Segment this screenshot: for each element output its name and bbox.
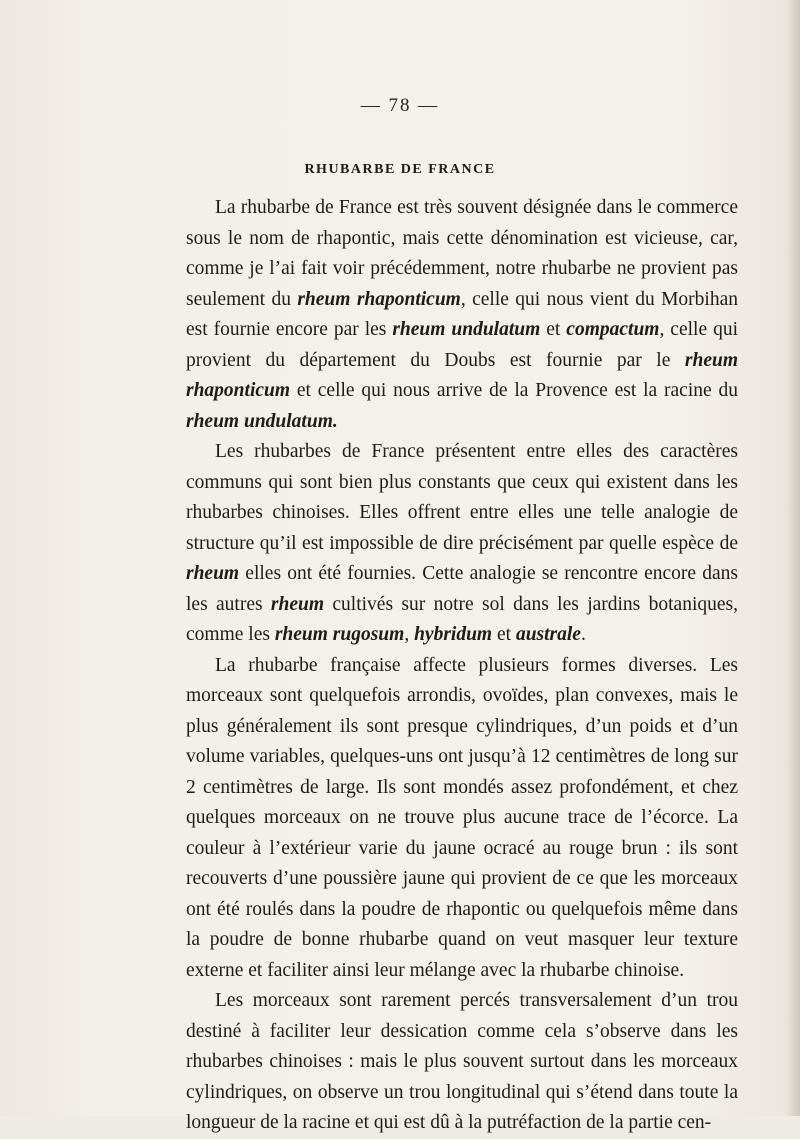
text-run: , <box>404 624 415 645</box>
italic-term: rheum undulatum <box>392 319 541 340</box>
text-run: La rhubarbe de France est très souvent désignée dans le commerce sous le nom de rhapontic, mais cette dénomination est vicieuse, car, comme je l’ai fait voir précédemment, notre rhubarbe ne provient pas seulement du <box>186 197 738 310</box>
text-run: , celle qui nous vient du Morbihan est fournie encore par les <box>186 288 738 340</box>
section-heading: RHUBARBE DE FRANCE <box>304 162 496 177</box>
paragraph <box>186 437 738 651</box>
text-run: Les rhubarbes de France présentent entre elles des caractères communs qui sont bien plus constants que ceux qui existent dans les rhubarbes chinoises. Elles offrent entre elles une telle analogie de structure qu’il est impossible de dire précisément par quelle espèce de <box>186 441 738 554</box>
italic-term: rheum rhaponticum <box>186 349 738 401</box>
italic-term: hybridum <box>414 624 493 645</box>
text-run: et <box>540 319 567 340</box>
text-run: . <box>580 624 586 645</box>
italic-term: compactum <box>566 319 660 340</box>
text-run: La rhubarbe française affecte plusieurs formes diverses. Les morceaux sont quelquefois arrondis, ovoïdes, plan convexes, mais le plus généralement ils sont presque cylindriques, d’un poids et d’un volume variables, quelques-uns ont jusqu’à 12 centimètres de long sur 2 centimètres de large. Ils sont mondés assez profondément, et chez quelques morceaux on ne trouve plus aucune trace de l’écorce. La couleur à l’extérieur varie du jaune ocracé au rouge brun : ils sont recouverts d’une poussière jaune qui provient de ce que les morceaux ont été roulés dans la poudre de rhapontic ou quelquefois même dans la poudre de bonne rhubarbe quand on veut masquer leur texture externe et faciliter ainsi leur mélange avec la rhubarbe chinoise. <box>186 654 738 981</box>
text-run: Les morceaux sont rarement percés transversalement d’un trou destiné à faciliter leur dessication comme cela s’observe dans les rhubarbes chinoises : mais le plus souvent surtout dans les morceaux cylindriques, on observe un trou longitudinal qui s’étend dans toute la longueur de la racine et qui est dû à la putréfaction de la partie cen- <box>186 990 738 1133</box>
italic-term: rheum rhaponticum <box>297 288 461 310</box>
italic-term: rheum <box>270 593 325 615</box>
text-run: et <box>492 624 516 645</box>
italic-term: australe <box>515 624 581 645</box>
paragraph <box>186 651 738 987</box>
text-run: et celle qui nous arrive de la Provence est la racine du <box>290 380 738 401</box>
italic-term: rheum undulatum. <box>186 410 338 432</box>
text-run: cultivés sur notre sol dans les jardins botaniques, comme les <box>186 593 738 645</box>
text-run: elles ont été fournies. Cette analogie se rencontre encore dans les autres <box>186 563 738 615</box>
text-run: , celle qui provient du département du Doubs est fournie par le <box>186 319 738 371</box>
paragraph <box>186 193 738 437</box>
body-text <box>186 193 738 1139</box>
page-number: — 78 — <box>360 95 440 116</box>
italic-term: rheum rugosum <box>274 624 405 645</box>
italic-term: rheum <box>186 563 240 584</box>
